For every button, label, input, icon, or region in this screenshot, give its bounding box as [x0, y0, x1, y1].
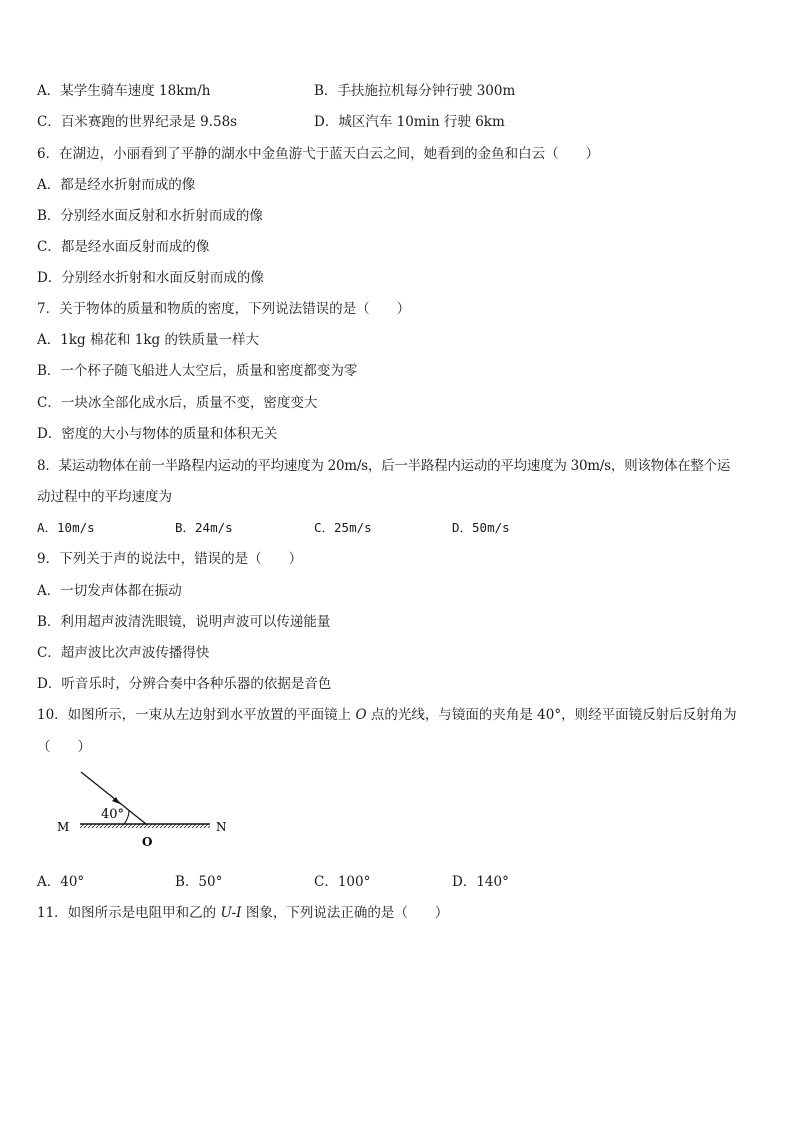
- q10-stem-line2: （ ）: [37, 739, 91, 755]
- q9-option-b: B．利用超声波清洗眼镜，说明声波可以传递能量: [37, 614, 331, 630]
- q8-stem-line2: 动过程中的平均速度为: [37, 489, 172, 505]
- q10-option-a: A．40°: [37, 874, 85, 890]
- q5-option-a: A．某学生骑车速度 18km/h: [37, 83, 211, 99]
- label-n: N: [216, 820, 227, 834]
- q7-stem: 7．关于物体的质量和物质的密度，下列说法错误的是（ ）: [37, 301, 411, 317]
- q9-option-d: D．听音乐时，分辨合奏中各种乐器的依据是音色: [37, 676, 332, 692]
- q6-option-c: C．都是经水面反射而成的像: [37, 239, 210, 255]
- q10-mirror-diagram: [50, 766, 230, 852]
- q11-stem-ui: U-I: [220, 905, 242, 921]
- q10-option-c: C．100°: [314, 874, 371, 890]
- q11-stem-pre: 11．如图所示是电阻甲和乙的: [37, 905, 221, 921]
- label-m: M: [57, 820, 70, 834]
- q9-option-c: C．超声波比次声波传播得快: [37, 645, 210, 661]
- q5-option-c: C．百米赛跑的世界纪录是 9.58s: [37, 114, 238, 130]
- q8-option-c: C．25m/s: [314, 520, 372, 535]
- q10-stem-line1: [37, 706, 737, 724]
- angle-arc: [124, 810, 129, 824]
- q11-stem-post: 图象，下列说法正确的是（ ）: [241, 905, 449, 921]
- q7-option-a: A．1kg 棉花和 1kg 的铁质量一样大: [37, 332, 259, 348]
- q7-option-c: C．一块冰全部化成水后，质量不变，密度变大: [37, 395, 318, 411]
- q8-stem-line1: 8．某运动物体在前一半路程内运动的平均速度为 20m/s，后一半路程内运动的平均速度为 30m/s，则该物体在整个运: [37, 458, 731, 474]
- q6-option-b: B．分别经水面反射和水折射而成的像: [37, 208, 263, 224]
- q7-option-b: B．一个杯子随飞船进人太空后，质量和密度都变为零: [37, 363, 358, 379]
- q10-stem-post: 点的光线，与镜面的夹角是 40°，则经平面镜反射后反射角为: [366, 707, 737, 723]
- q6-option-a: A．都是经水折射而成的像: [37, 177, 196, 193]
- angle-label: 40°: [101, 807, 125, 822]
- label-o: O: [142, 835, 153, 849]
- q6-stem: 6．在湖边，小丽看到了平静的湖水中金鱼游弋于蓝天白云之间，她看到的金鱼和白云（ ）: [37, 146, 600, 162]
- q6-option-d: D．分别经水折射和水面反射而成的像: [37, 270, 264, 286]
- q7-option-d: D．密度的大小与物体的质量和体积无关: [37, 426, 278, 442]
- q9-option-a: A．一切发声体都在振动: [37, 583, 182, 599]
- q8-option-d: D．50m/s: [452, 520, 510, 535]
- q10-stem-pre: 10．如图所示，一束从左边射到水平放置的平面镜上: [37, 707, 356, 723]
- q5-option-d: D．城区汽车 10min 行驶 6km: [314, 114, 505, 130]
- q10-stem-point-o: O: [355, 707, 367, 723]
- q5-option-b: B．手扶施拉机每分钟行驶 300m: [314, 83, 516, 99]
- q8-option-a: A．10m/s: [37, 520, 95, 535]
- q11-stem: [37, 904, 448, 922]
- q10-option-b: B．50°: [175, 874, 223, 890]
- q8-option-b: B．24m/s: [175, 520, 233, 535]
- q10-option-d: D．140°: [452, 874, 509, 890]
- q9-stem: 9．下列关于声的说法中，错误的是（ ）: [37, 551, 303, 567]
